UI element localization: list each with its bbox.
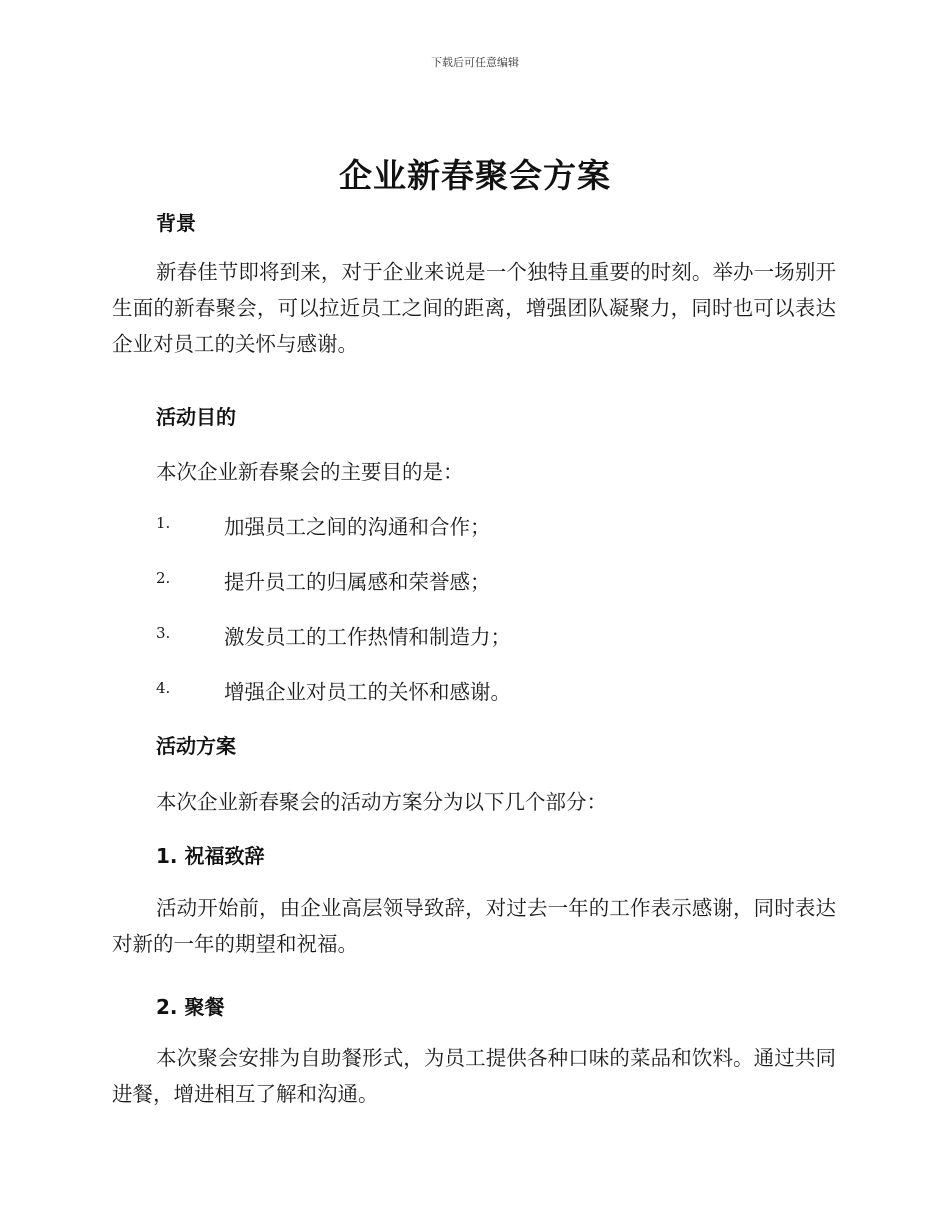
list-item-number: 4. bbox=[156, 679, 171, 697]
list-item-text: 增强企业对员工的关怀和感谢。 bbox=[224, 680, 511, 704]
background-paragraph: 新春佳节即将到来，对于企业来说是一个独特且重要的时刻。举办一场别开生面的新春聚会，可以拉近员工之间的距离，增强团队凝聚力，同时也可以表达企业对员工的关怀与感谢。 bbox=[112, 260, 836, 356]
list-item-text: 提升员工的归属感和荣誉感； bbox=[224, 570, 491, 594]
list-item-number: 2. bbox=[156, 569, 171, 587]
list-item-text: 加强员工之间的沟通和合作； bbox=[224, 515, 491, 539]
section-heading-plan: 活动方案 bbox=[156, 734, 236, 758]
speech-paragraph: 活动开始前，由企业高层领导致辞，对过去一年的工作表示感谢，同时表达对新的一年的期望和祝福。 bbox=[112, 896, 836, 956]
subsection-heading-speech: 1. 祝福致辞 bbox=[156, 844, 265, 868]
list-item-text: 激发员工的工作热情和制造力； bbox=[224, 625, 511, 649]
document-title: 企业新春聚会方案 bbox=[339, 156, 611, 195]
purpose-intro: 本次企业新春聚会的主要目的是： bbox=[156, 460, 464, 484]
section-heading-background: 背景 bbox=[156, 211, 196, 235]
list-item-number: 1. bbox=[156, 514, 171, 532]
section-heading-purpose: 活动目的 bbox=[156, 405, 236, 429]
list-item-number: 3. bbox=[156, 624, 171, 642]
subsection-heading-dinner: 2. 聚餐 bbox=[156, 995, 225, 1019]
page-header: 下载后可任意编辑 bbox=[431, 56, 519, 69]
plan-intro: 本次企业新春聚会的活动方案分为以下几个部分： bbox=[156, 790, 607, 814]
dinner-paragraph: 本次聚会安排为自助餐形式，为员工提供各种口味的菜品和饮料。通过共同进餐，增进相互了解和沟通。 bbox=[112, 1046, 836, 1106]
